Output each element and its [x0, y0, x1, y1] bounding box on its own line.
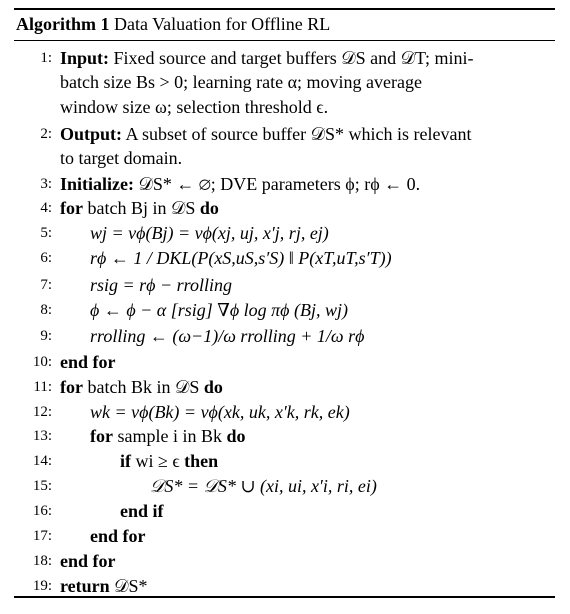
caption-label: Algorithm 1	[16, 14, 110, 34]
algorithm-line	[14, 549, 555, 573]
algorithm-line	[14, 298, 555, 322]
algorithm-line	[14, 400, 555, 424]
line-number: 11:	[33, 379, 52, 395]
line-body	[60, 574, 148, 598]
line-body	[60, 196, 219, 220]
caption-rule	[14, 40, 555, 41]
keyword: then	[184, 451, 219, 471]
keyword: Initialize:	[60, 174, 134, 194]
line-number: 16:	[32, 503, 52, 519]
algorithm-line	[14, 324, 555, 348]
algorithm-line	[14, 424, 555, 448]
algorithm-line	[14, 172, 555, 196]
line-text: batch Bk in 𝒟S	[82, 377, 204, 397]
line-text: batch Bj in 𝒟S	[82, 198, 200, 218]
line-text: rrolling ← (ω−1)/ω rrolling + 1/ω rϕ	[90, 326, 365, 346]
line-body	[120, 449, 218, 473]
algorithm-line-continuation	[14, 95, 555, 119]
line-body	[90, 400, 350, 424]
line-number: 7:	[40, 277, 52, 293]
line-body	[60, 375, 223, 399]
algorithm-line	[14, 196, 555, 220]
line-number: 17:	[32, 528, 52, 544]
line-text: wi ≥ ϵ	[131, 451, 185, 471]
keyword: return	[60, 576, 110, 596]
line-text: wk = vϕ(Bk) = vϕ(xk, uk, x′k, rk, ek)	[90, 402, 350, 422]
line-body	[90, 273, 232, 297]
bottom-rule	[14, 596, 555, 598]
algorithm-line-continuation	[14, 70, 555, 94]
line-text: A subset of source buffer 𝒟S* which is relevant	[122, 124, 472, 144]
line-text: sample i in Bk	[112, 426, 227, 446]
line-body	[150, 474, 377, 498]
keyword: end for	[60, 551, 116, 571]
keyword: Input:	[60, 48, 110, 68]
line-text: ϕ ← ϕ − α [rsig] ∇ϕ log πϕ (Bj, wj)	[90, 300, 348, 320]
algorithm-line	[14, 273, 555, 297]
keyword: end for	[90, 526, 146, 546]
line-number: 2:	[40, 126, 52, 142]
line-text: wj = vϕ(Bj) = vϕ(xj, uj, x′j, rj, ej)	[90, 223, 329, 243]
algorithm-line	[14, 474, 555, 498]
line-number: 12:	[32, 404, 52, 420]
line-number: 10:	[32, 354, 52, 370]
algorithm-line	[14, 449, 555, 473]
line-text: rsig = rϕ − rrolling	[90, 275, 232, 295]
caption-title: Data Valuation for Offline RL	[114, 14, 331, 34]
keyword: Output:	[60, 124, 123, 144]
line-body	[90, 524, 146, 548]
algorithm-box	[14, 8, 555, 600]
line-number: 15:	[32, 478, 52, 494]
algorithm-line	[14, 574, 555, 598]
line-body	[60, 122, 471, 146]
line-number: 14:	[32, 453, 52, 469]
line-body	[120, 499, 164, 523]
line-number: 6:	[40, 250, 52, 266]
keyword: do	[203, 377, 223, 397]
algorithm-caption	[16, 14, 330, 35]
line-number: 8:	[40, 302, 52, 318]
line-text: 𝒟S* = 𝒟S* ∪ (xi, ui, x′i, ri, ei)	[150, 476, 377, 496]
line-text: to target domain.	[60, 148, 183, 168]
line-text: rϕ ← 1 / DKL(P(xS,uS,s′S) ‖ P(xT,uT,s′T))	[90, 248, 392, 268]
algorithm-line	[14, 122, 555, 146]
line-text: 𝒟S* ← ∅; DVE parameters ϕ; rϕ ← 0.	[134, 174, 421, 194]
line-number: 4:	[40, 200, 52, 216]
top-rule	[14, 8, 555, 10]
line-number: 13:	[32, 428, 52, 444]
line-body	[90, 246, 392, 270]
algorithm-line	[14, 375, 555, 399]
line-number: 5:	[40, 225, 52, 241]
algorithm-line	[14, 46, 555, 70]
line-text: window size ω; selection threshold ϵ.	[60, 97, 329, 117]
algorithm-line	[14, 350, 555, 374]
keyword: end for	[60, 352, 116, 372]
keyword: do	[226, 426, 246, 446]
line-number: 18:	[32, 553, 52, 569]
line-body	[60, 46, 474, 70]
line-number: 1:	[40, 50, 52, 66]
algorithm-line	[14, 499, 555, 523]
line-number: 19:	[32, 578, 52, 594]
line-body	[90, 424, 246, 448]
algorithm-line	[14, 246, 555, 270]
keyword: do	[199, 198, 219, 218]
keyword: for	[60, 198, 83, 218]
line-body	[60, 549, 116, 573]
line-body	[90, 324, 364, 348]
keyword: for	[90, 426, 113, 446]
line-body	[90, 298, 348, 322]
keyword: end if	[120, 501, 164, 521]
line-text: Fixed source and target buffers 𝒟S and 𝒟T; mini-	[109, 48, 474, 68]
line-body	[60, 172, 420, 196]
algorithm-line-continuation	[14, 146, 555, 170]
line-number: 3:	[40, 176, 52, 192]
line-text: 𝒟S*	[109, 576, 148, 596]
keyword: if	[120, 451, 131, 471]
algorithm-line	[14, 524, 555, 548]
line-body	[60, 350, 116, 374]
line-text: batch size Bs > 0; learning rate α; moving average	[60, 72, 422, 92]
line-number: 9:	[40, 328, 52, 344]
algorithm-line	[14, 221, 555, 245]
line-body	[90, 221, 329, 245]
keyword: for	[60, 377, 83, 397]
